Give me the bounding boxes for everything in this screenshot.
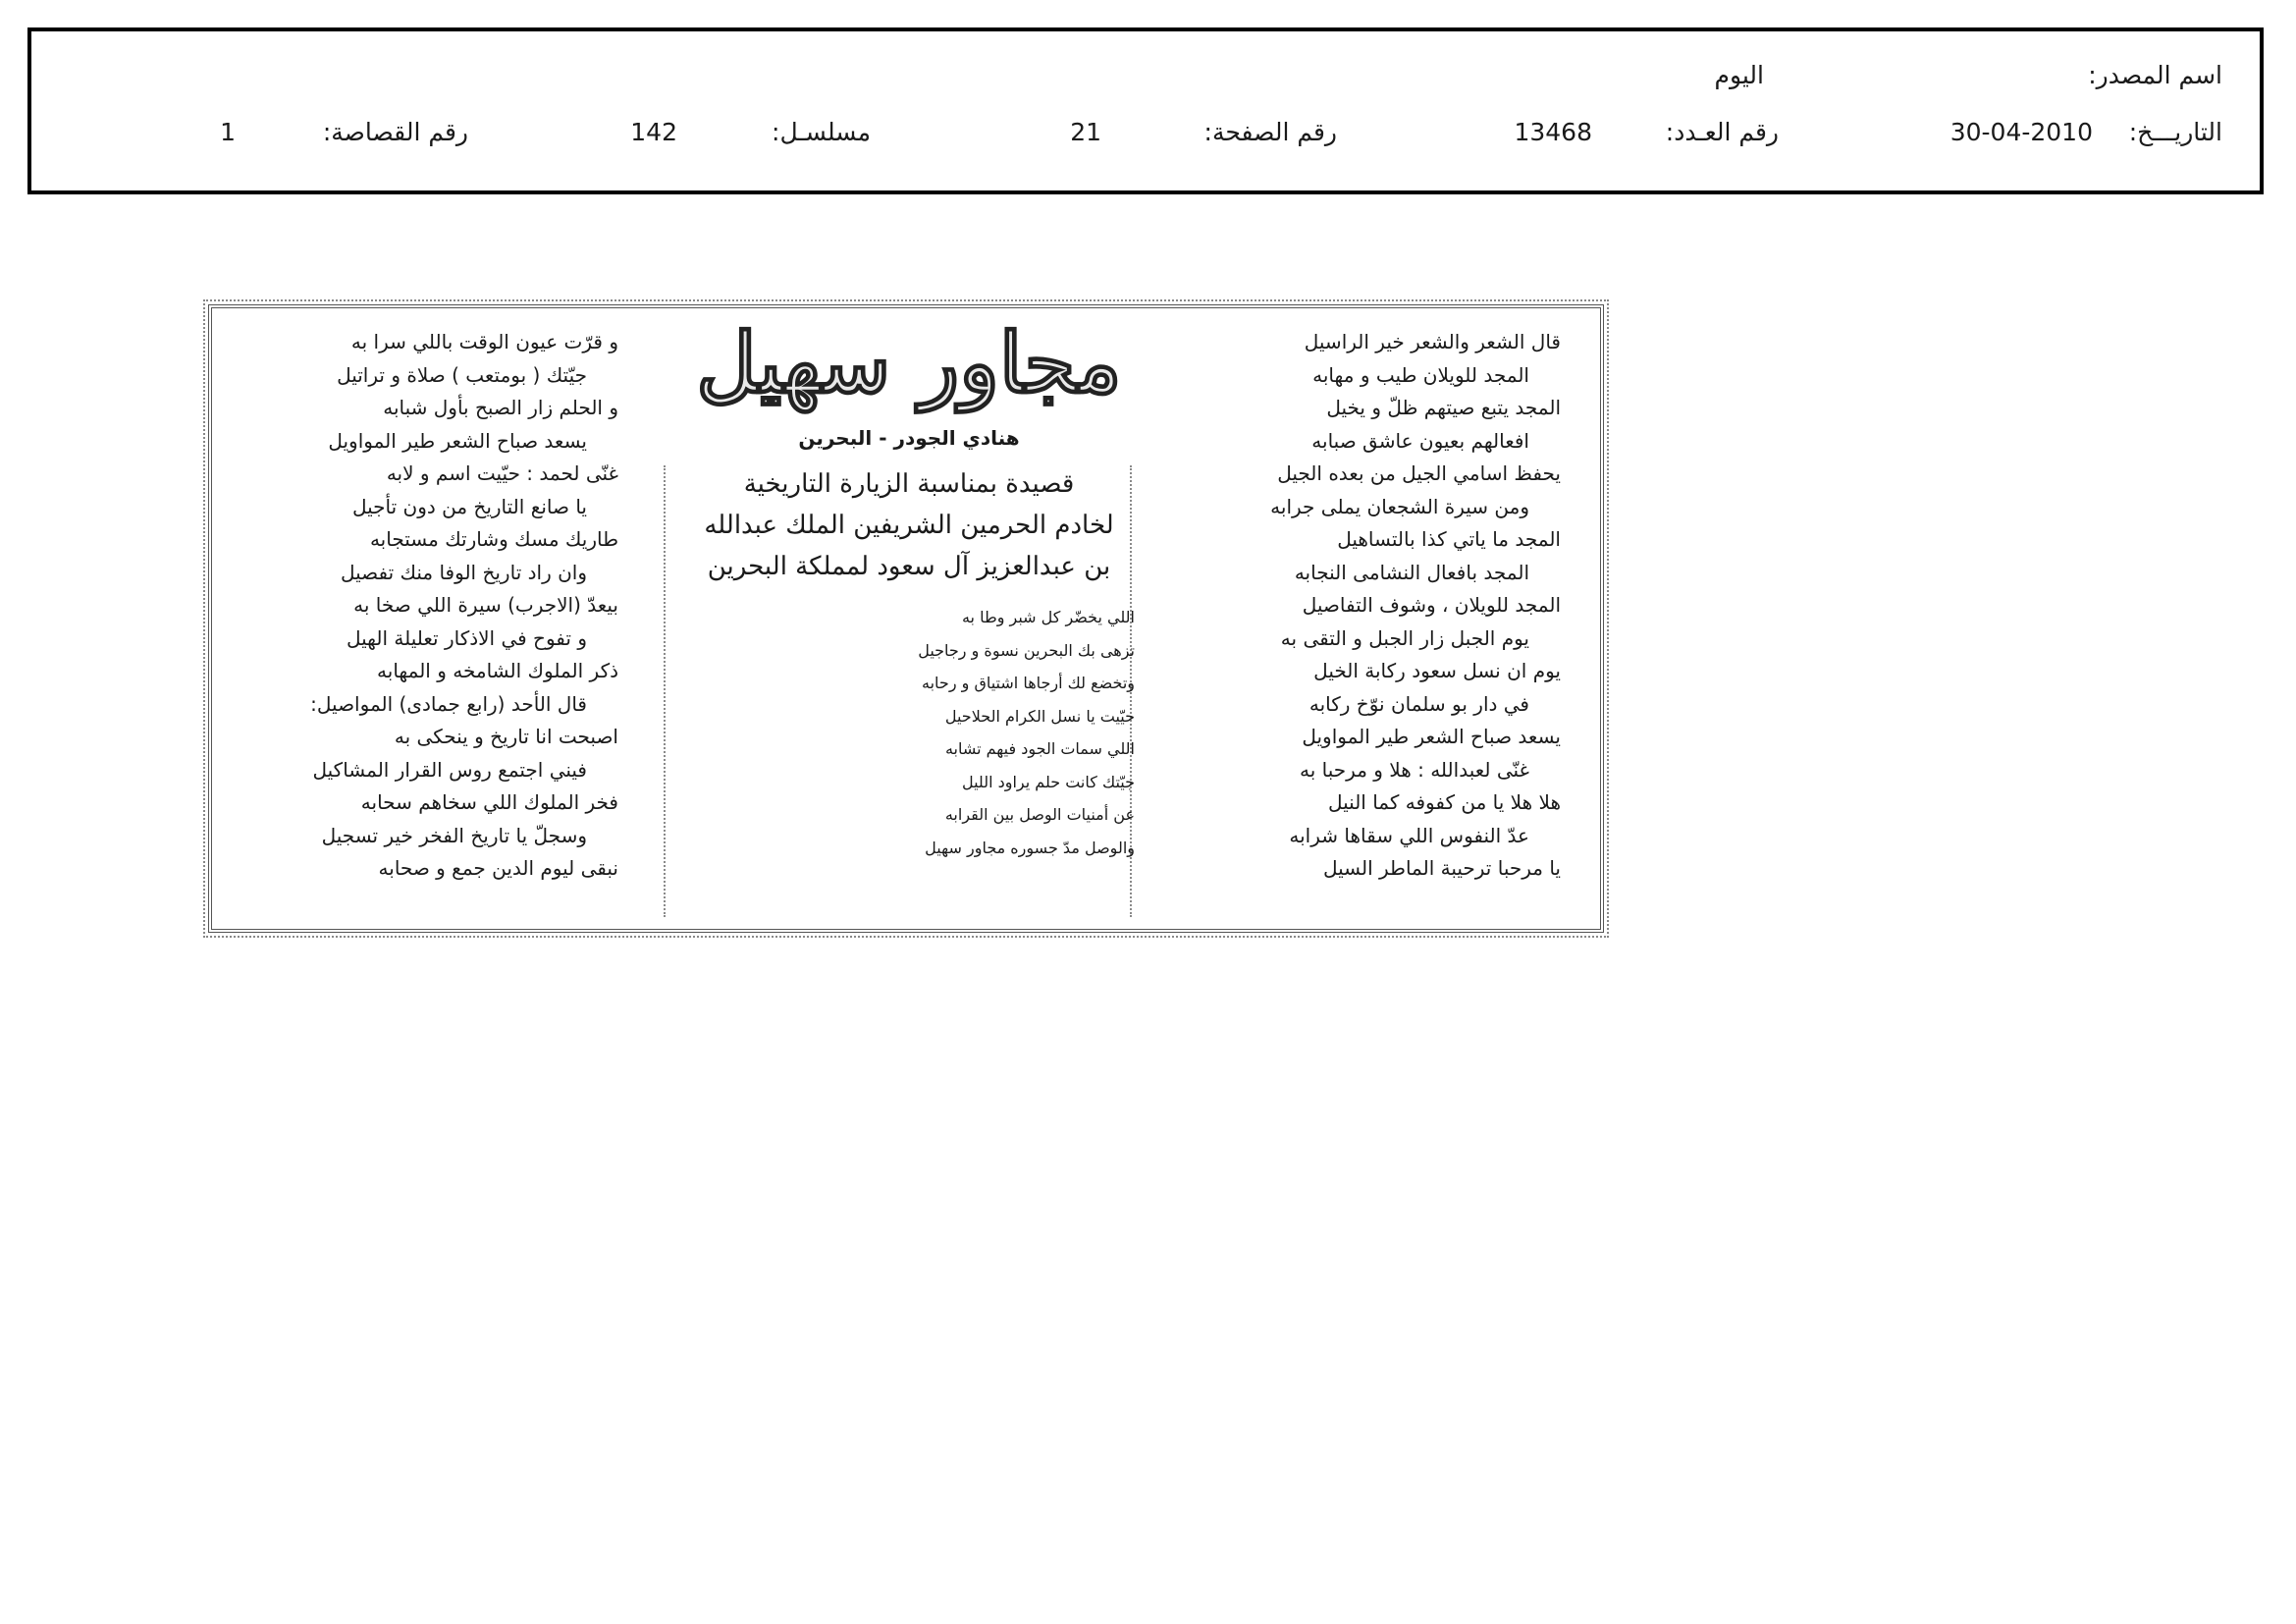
poem-line: و تفوح في الاذكار تعليلة الهيل bbox=[346, 625, 587, 650]
poem-line: اصبحت انا تاريخ و ينحكى به bbox=[394, 725, 618, 748]
source-value: اليوم bbox=[1714, 61, 1764, 89]
date-label: التاريـــخ: bbox=[2128, 118, 2222, 146]
issue-value: 13468 bbox=[1514, 118, 1592, 146]
poem-subtitle bbox=[673, 463, 1145, 587]
document-header bbox=[27, 27, 2264, 194]
issue-label: رقم العـدد: bbox=[1665, 118, 1779, 146]
poem-line: وتخضع لك أرجاها اشتياق و رحابه bbox=[922, 674, 1135, 692]
article-center bbox=[673, 308, 1145, 864]
date-value: 30-04-2010 bbox=[1949, 118, 2093, 146]
poem-line: المجد بافعال النشامى النجابه bbox=[1294, 560, 1529, 584]
poem-line: والوصل مدّ جسوره مجاور سهيل bbox=[925, 838, 1135, 857]
poem-line: وان راد تاريخ الوفا منك تفصيل bbox=[340, 560, 587, 584]
poem-line: هلا هلا يا من كفوفه كما النيل bbox=[1327, 790, 1561, 814]
poem-column-left bbox=[310, 326, 618, 886]
poem-line: افعالهم بعيون عاشق صبابه bbox=[1311, 428, 1529, 453]
poem-line: حيّيت يا نسل الكرام الحلاحيل bbox=[944, 706, 1135, 726]
clip-number-value: 1 bbox=[220, 118, 236, 146]
poem-line: عدّ النفوس اللي سقاها شرابه bbox=[1289, 823, 1529, 847]
poem-line: يا مرحبا ترحيبة الماطر السيل bbox=[1322, 856, 1561, 880]
poem-line: جيّتك كانت حلم يراود الليل bbox=[961, 772, 1135, 791]
subtitle-line: بن عبدالعزيز آل سعود لمملكة البحرين bbox=[707, 552, 1111, 581]
poem-line: يسعد صباح الشعر طير المواويل bbox=[328, 428, 587, 453]
poem-line: المجد للويلان طيب و مهابه bbox=[1312, 362, 1529, 387]
poem-line: يوم ان نسل سعود ركابة الخيل bbox=[1313, 659, 1561, 682]
poem-line: فيني اجتمع روس القرار المشاكيل bbox=[312, 757, 587, 782]
clip-number-label: رقم القصاصة: bbox=[322, 118, 468, 146]
poem-line: تزهى بك البحرين نسوة و رجاجيل bbox=[918, 640, 1135, 660]
poem-line: يوم الجبل زار الجبل و التقى به bbox=[1280, 625, 1529, 650]
poem-line: طاريك مسك وشارتك مستجابه bbox=[369, 527, 618, 551]
serial-label: مسلسـل: bbox=[772, 118, 871, 146]
poem-line: جيّتك ( بومتعب ) صلاة و تراتيل bbox=[337, 362, 587, 387]
subtitle-line: لخادم الحرمين الشريفين الملك عبدالله bbox=[704, 511, 1114, 540]
poem-line: وسجلّ يا تاريخ الفخر خير تسجيل bbox=[321, 823, 587, 847]
poem-line: عن أمنيات الوصل بين القرابه bbox=[944, 805, 1135, 824]
poem-line: بيعدّ (الاجرب) سيرة اللي صخا به bbox=[353, 593, 618, 617]
poem-line: و الحلم زار الصبح بأول شبابه bbox=[383, 396, 618, 419]
poem-line: اللي سمات الجود فيهم تشابه bbox=[944, 739, 1135, 758]
poem-line: اللي يخضّر كل شبر وطا به bbox=[961, 608, 1135, 626]
newspaper-clipping bbox=[208, 304, 1604, 933]
page-number-label: رقم الصفحة: bbox=[1203, 118, 1337, 146]
poem-line: المجد للويلان ، وشوف التفاصيل bbox=[1302, 593, 1561, 617]
subtitle-line: قصيدة بمناسبة الزيارة التاريخية bbox=[743, 469, 1075, 499]
serial-value: 142 bbox=[630, 118, 677, 146]
poem-line: ذكر الملوك الشامخه و المهابه bbox=[377, 659, 618, 682]
page-number-value: 21 bbox=[1070, 118, 1101, 146]
poem-column-center bbox=[673, 601, 1145, 864]
poem-line: المجد ما ياتي كذا بالتساهيل bbox=[1337, 527, 1561, 551]
column-divider bbox=[664, 465, 666, 917]
poem-line: قال الشعر والشعر خير الراسيل bbox=[1304, 330, 1561, 353]
poem-line: ومن سيرة الشجعان يملى جرابه bbox=[1270, 494, 1529, 518]
poem-column-right bbox=[1270, 326, 1561, 886]
poem-line: نبقى ليوم الدين جمع و صحابه bbox=[378, 856, 618, 880]
poem-line: قال الأحد (رابع جمادى) المواصيل: bbox=[310, 691, 587, 716]
source-label: اسم المصدر: bbox=[2088, 61, 2222, 89]
column-masthead: مجاور سهيل bbox=[696, 314, 1122, 411]
poem-line: المجد يتبع صيتهم ظلّ و يخيل bbox=[1326, 396, 1561, 419]
poem-line: يحفظ اسامي الجيل من بعده الجيل bbox=[1277, 461, 1561, 485]
poem-line: غنّى لحمد : حيّيت اسم و لابه bbox=[386, 461, 618, 485]
poem-line: يا صانع التاريخ من دون تأجيل bbox=[351, 494, 587, 518]
poem-line: فخر الملوك اللي سخاهم سحابه bbox=[360, 790, 618, 814]
poem-line: غنّى لعبدالله : هلا و مرحبا به bbox=[1300, 757, 1529, 782]
poem-line: يسعد صباح الشعر طير المواويل bbox=[1302, 725, 1561, 748]
poem-line: و قرّت عيون الوقت باللي سرا به bbox=[350, 330, 618, 353]
author-byline: هنادي الجودر - البحرين bbox=[798, 426, 1020, 450]
poem-line: في دار بو سلمان نوّخ ركابه bbox=[1308, 691, 1529, 716]
